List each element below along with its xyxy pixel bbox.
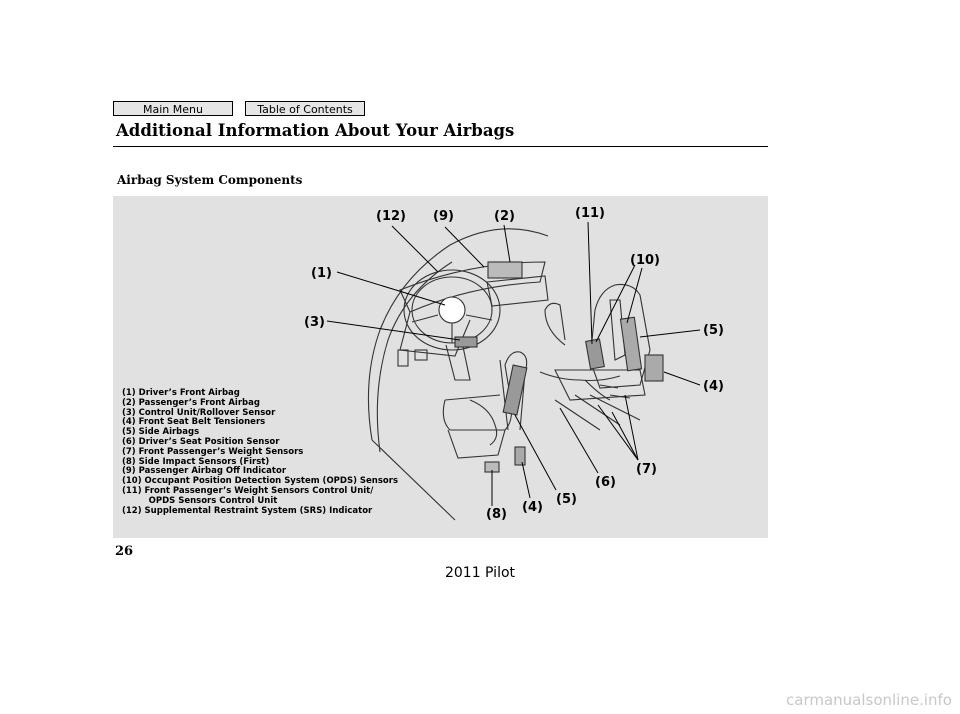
watermark: carmanualsonline.info <box>786 691 952 709</box>
legend-item: (1) Driver’s Front Airbag <box>122 388 240 398</box>
component-legend <box>122 389 398 516</box>
legend-item: (7) Front Passenger’s Weight Sensors <box>122 446 304 457</box>
callout-11: (11) <box>575 206 605 221</box>
callout-7: (7) <box>636 462 657 477</box>
legend-item: (12) Supplemental Restraint System (SRS) Indicator <box>122 505 373 516</box>
legend-item: (9) Passenger Airbag Off Indicator <box>122 466 287 477</box>
legend-item: (11) Front Passenger’s Weight Sensors Control Unit/ <box>122 485 374 496</box>
callout-6: (6) <box>595 475 616 490</box>
legend-item: (3) Control Unit/Rollover Sensor <box>122 407 276 418</box>
legend-item: (8) Side Impact Sensors (First) <box>122 456 270 467</box>
callout-5-bottom: (5) <box>556 492 577 507</box>
legend-item: (5) Side Airbags <box>122 427 200 438</box>
legend-item: (10) Occupant Position Detection System (OPDS) Sensors <box>122 476 399 487</box>
page-number: 26 <box>115 544 134 559</box>
callout-5-side: (5) <box>703 323 724 338</box>
table-of-contents-button[interactable]: Table of Contents <box>245 101 365 116</box>
page-title: Additional Information About Your Airbags <box>116 121 515 140</box>
callout-4-right: (4) <box>703 379 724 394</box>
callout-8: (8) <box>486 507 507 522</box>
callout-3: (3) <box>304 315 325 330</box>
legend-item: (6) Driver’s Seat Position Sensor <box>122 436 280 447</box>
legend-item: (4) Front Seat Belt Tensioners <box>122 417 266 428</box>
callout-4-bottom: (4) <box>522 500 543 515</box>
section-title: Airbag System Components <box>117 173 303 187</box>
callout-9: (9) <box>433 209 454 224</box>
main-menu-button[interactable]: Main Menu <box>113 101 233 116</box>
legend-item: OPDS Sensors Control Unit <box>122 495 278 506</box>
footer-model: 2011 Pilot <box>444 565 516 581</box>
callout-12: (12) <box>376 209 406 224</box>
callout-1: (1) <box>311 266 332 281</box>
callout-2: (2) <box>494 209 515 224</box>
legend-item: (2) Passenger’s Front Airbag <box>122 397 260 408</box>
callout-10: (10) <box>630 253 660 268</box>
